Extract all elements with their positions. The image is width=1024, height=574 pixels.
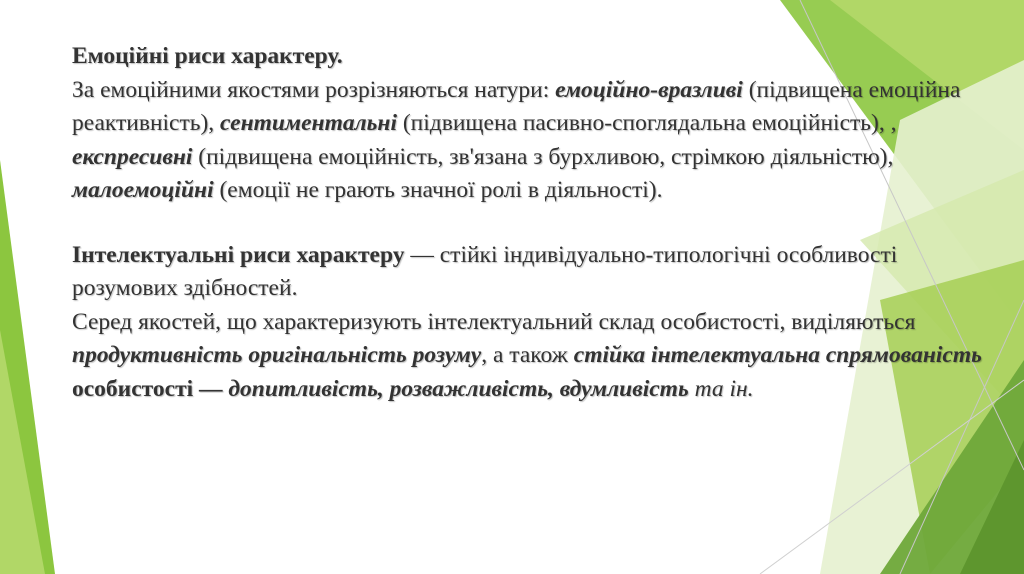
term-sentimental: сентиментальні bbox=[220, 110, 397, 136]
slide-content bbox=[72, 40, 992, 406]
emotional-text-5: (емоції не грають значної ролі в діяльності). bbox=[213, 177, 663, 203]
term-stable-orientation: стійка інтелектуальна спрямованість bbox=[573, 342, 982, 368]
term-expressive: експресивні bbox=[72, 143, 193, 170]
intellectual-text-2: Серед якостей, що характеризують інтелектуальний склад особистості, виділяються bbox=[72, 308, 916, 335]
intellectual-traits-term: Інтелектуальні риси характеру bbox=[72, 241, 405, 268]
emotional-traits-paragraph bbox=[72, 40, 992, 208]
term-curiosity: допитливість, розважливість, вдумливість bbox=[228, 375, 689, 402]
emotional-intro: За емоційними якостями розрізняються натури: bbox=[72, 76, 556, 103]
emotional-text-3: (підвищена пасивно-споглядальна емоційність), , bbox=[396, 110, 897, 136]
intellectual-traits-paragraph bbox=[72, 239, 992, 407]
emotional-text-4: (підвищена емоційність, зв'язана з бурхливою, стрімкою діяльністю), bbox=[192, 143, 894, 170]
emotional-text-2: (підвищена емоційна реактивність), bbox=[72, 76, 961, 136]
term-low-emotional: малоемоційні bbox=[72, 177, 214, 203]
term-productivity-originality: продуктивність оригінальність розуму bbox=[72, 342, 482, 368]
intellectual-text-5: та ін. bbox=[688, 375, 754, 402]
intellectual-text-4: особистості — bbox=[72, 375, 229, 402]
intellectual-text-3: , а також bbox=[481, 342, 574, 368]
intellectual-definition: — стійкі індивідуально-типологічні особливості розумових здібностей. bbox=[72, 241, 898, 301]
emotional-traits-heading: Емоційні риси характеру. bbox=[72, 43, 343, 69]
term-emotionally-sensitive: емоційно-вразливі bbox=[555, 76, 743, 103]
